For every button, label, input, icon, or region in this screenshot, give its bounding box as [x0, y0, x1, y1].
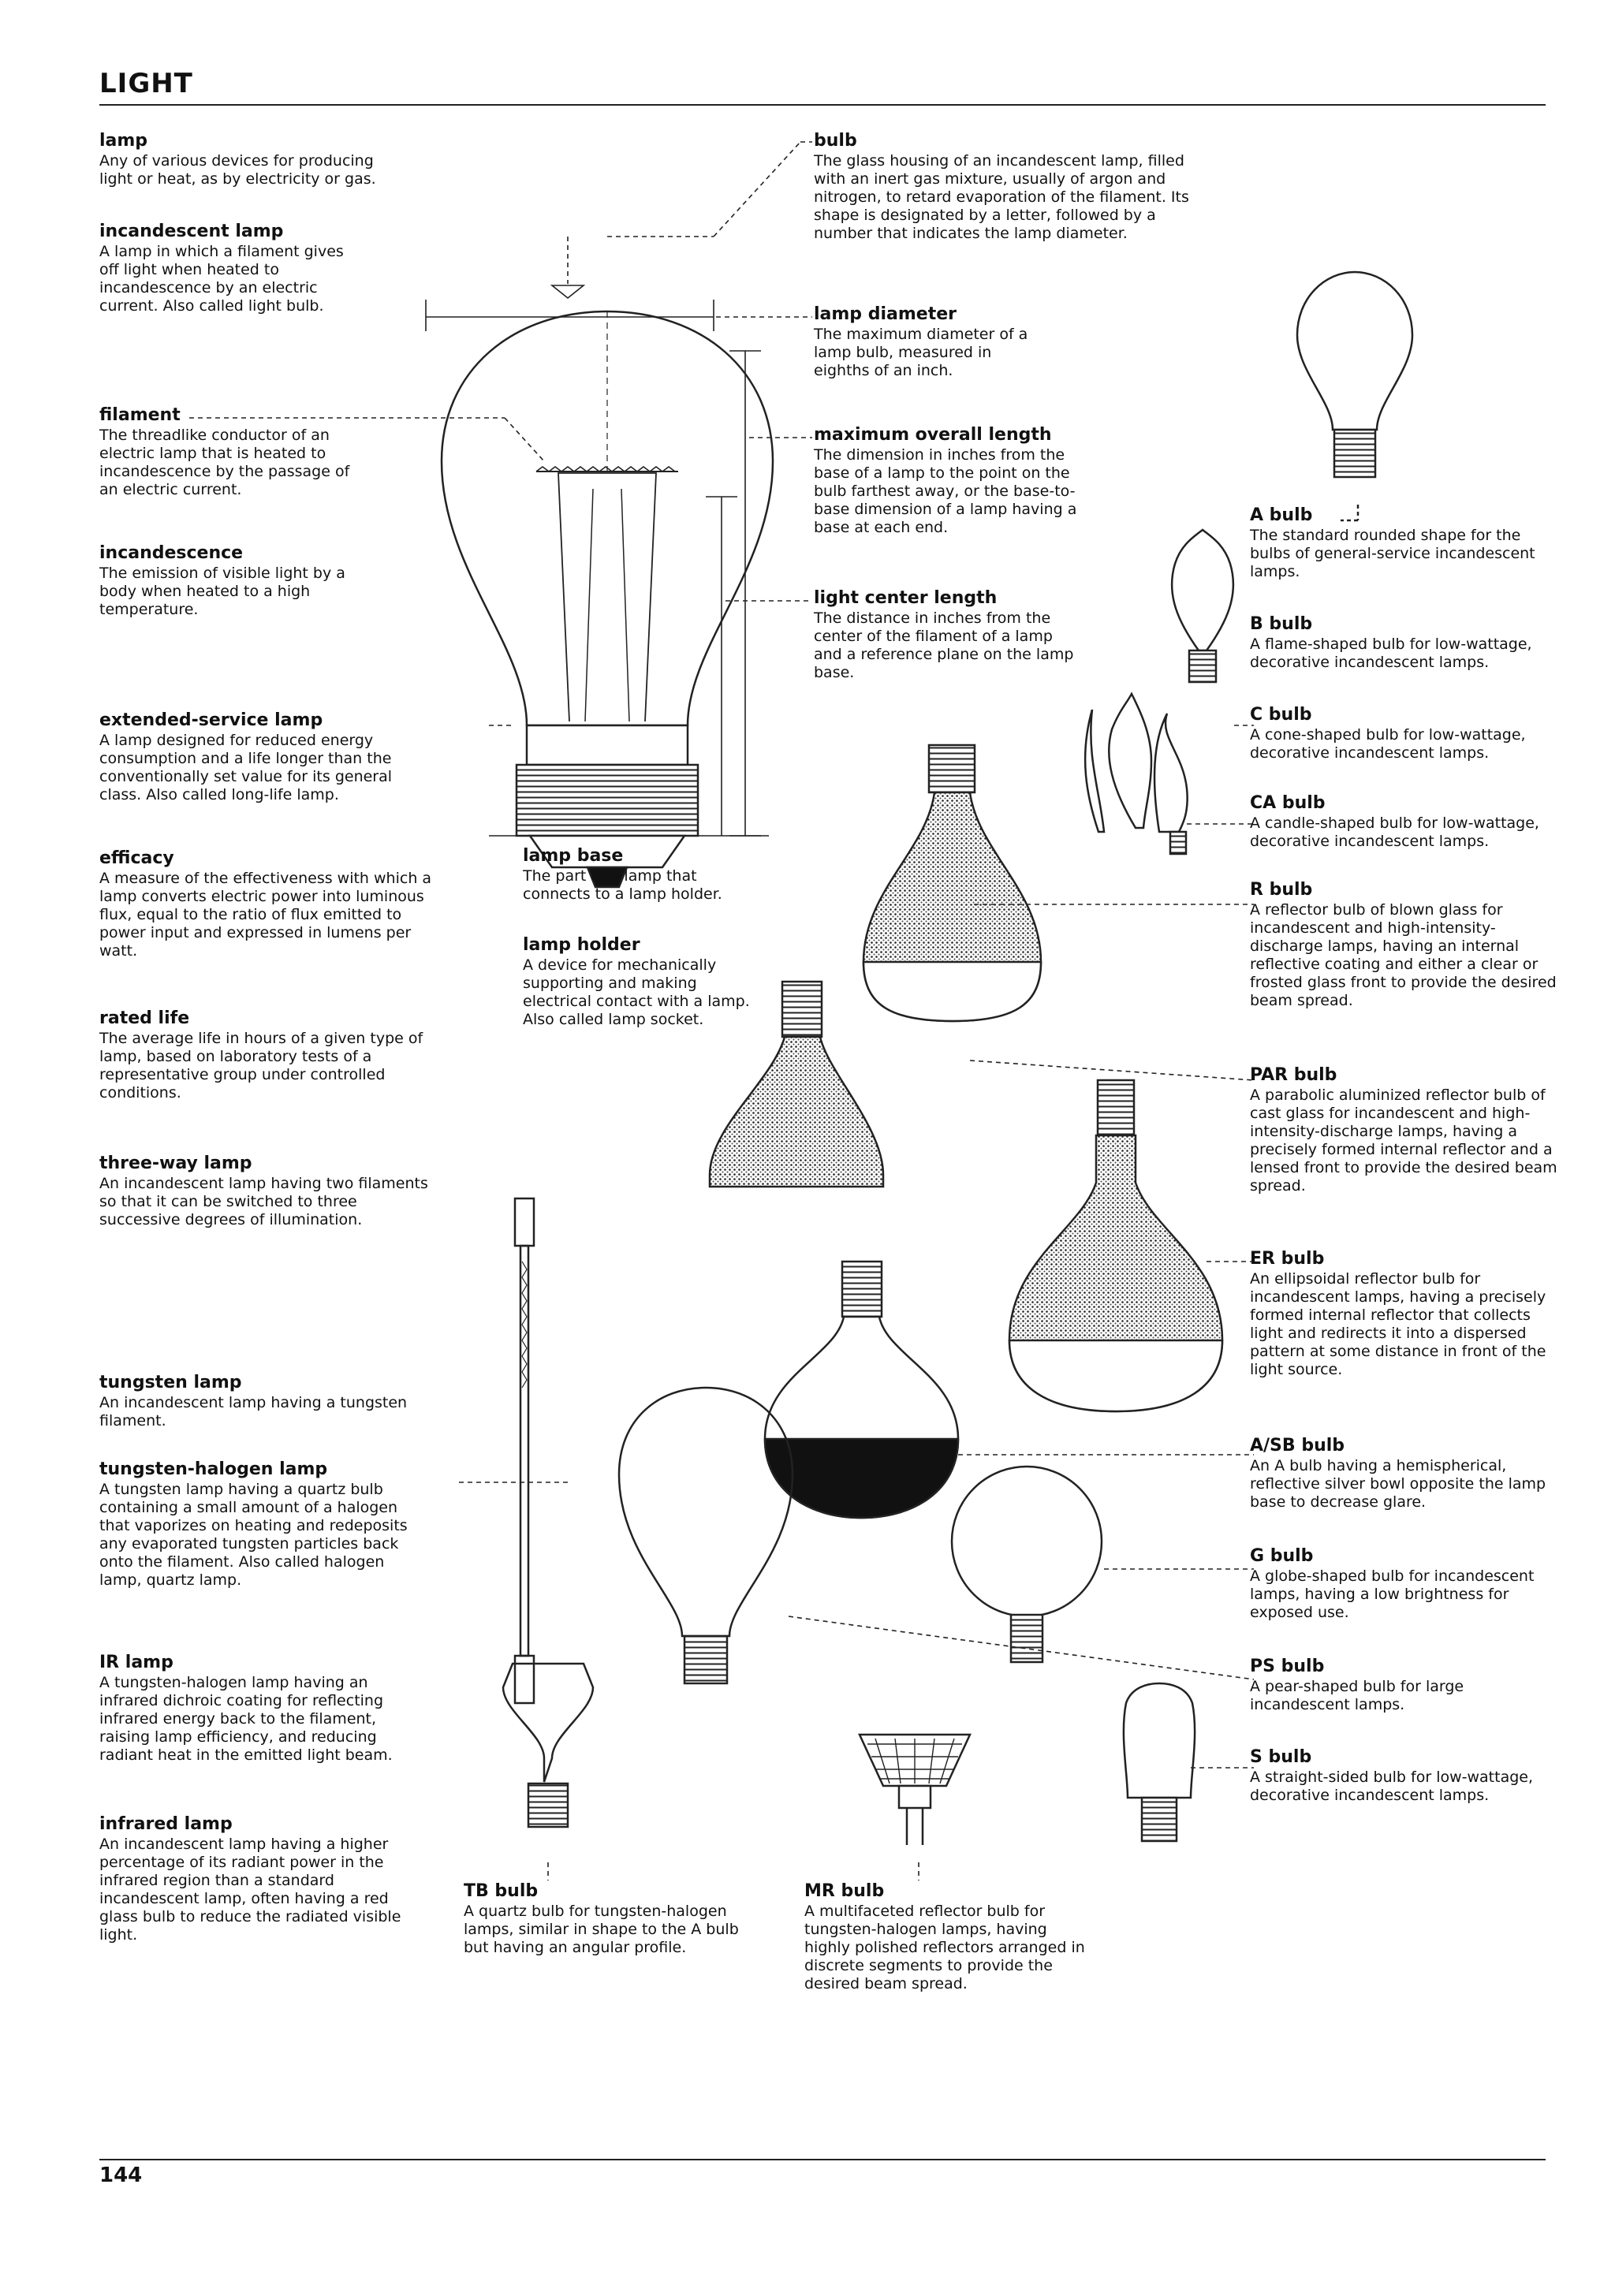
term-ca-bulb: CA bulb — [1250, 793, 1326, 813]
term-extended-service-lamp: extended-service lamp — [99, 710, 323, 730]
entry-light-center-length — [814, 587, 1074, 682]
entry-incandescence — [99, 542, 360, 619]
s-bulb-drawing — [1124, 1683, 1195, 1841]
entry-ca-bulb — [1250, 792, 1557, 851]
entry-mr-bulb — [804, 1880, 1096, 1993]
def-light-center-length: The distance in inches from the center of the filament of a lamp and a reference plane on the lamp base. — [814, 609, 1074, 681]
term-incandescent-lamp: incandescent lamp — [99, 222, 284, 241]
entry-incandescent-lamp — [99, 221, 367, 315]
entry-a-bulb — [1250, 505, 1557, 581]
def-r-bulb: A reflector bulb of blown glass for incandescent and high-intensity-discharge lamps, having an internal reflective coating and either a clear or frosted glass front to provide the desired beam spread. — [1250, 901, 1557, 1009]
footer-rule — [99, 2159, 1546, 2160]
c-bulb-drawing — [1154, 714, 1188, 854]
def-bulb: The glass housing of an incandescent lamp, filled with an inert gas mixture, usually of argon and nitrogen, to retard evaporation of the filament. Its shape is designated by a letter, followed by a number that indicates the lamp diameter. — [814, 152, 1189, 242]
def-g-bulb: A globe-shaped bulb for incandescent lamps, having a low brightness for exposed use. — [1250, 1567, 1535, 1621]
term-infrared-lamp: infrared lamp — [99, 1814, 233, 1834]
term-filament: filament — [99, 405, 181, 425]
def-par-bulb: A parabolic aluminized reflector bulb of cast glass for incandescent and high-intensity-discharge lamps, having a precisely formed internal reflector and a lensed front to provide the desired beam spread. — [1250, 1086, 1557, 1195]
tb-bulb-drawing — [503, 1664, 593, 1827]
entry-extended-service-lamp — [99, 710, 415, 804]
entry-lamp — [99, 130, 383, 188]
term-ps-bulb: PS bulb — [1250, 1657, 1325, 1676]
term-maximum-overall-length: maximum overall length — [814, 425, 1052, 445]
term-c-bulb: C bulb — [1250, 705, 1312, 725]
g-bulb-drawing — [952, 1467, 1102, 1662]
def-ps-bulb: A pear-shaped bulb for large incandescent lamps. — [1250, 1678, 1464, 1713]
mr-bulb-drawing — [860, 1735, 970, 1845]
def-lamp-diameter: The maximum diameter of a lamp bulb, measured in eighths of an inch. — [814, 326, 1028, 379]
def-extended-service-lamp: A lamp designed for reduced energy consumption and a life longer than the conventionally set value for its general class. Also called long-life lamp. — [99, 732, 393, 803]
entry-ps-bulb — [1250, 1656, 1557, 1714]
def-lamp: Any of various devices for producing light or heat, as by electricity or gas. — [99, 152, 376, 188]
term-r-bulb: R bulb — [1250, 880, 1313, 900]
term-tungsten-lamp: tungsten lamp — [99, 1373, 242, 1392]
def-tungsten-lamp: An incandescent lamp having a tungsten filament. — [99, 1394, 408, 1429]
er-bulb-drawing — [1009, 1080, 1222, 1411]
term-mr-bulb: MR bulb — [804, 1881, 885, 1901]
def-ca-bulb: A candle-shaped bulb for low-wattage, decorative incandescent lamps. — [1250, 814, 1539, 850]
entry-er-bulb — [1250, 1248, 1557, 1379]
entry-bulb — [814, 130, 1200, 243]
def-tb-bulb: A quartz bulb for tungsten-halogen lamps, similar in shape to the A bulb but having an angular profile. — [464, 1903, 739, 1956]
entry-filament — [99, 404, 360, 499]
entry-tungsten-halogen-lamp — [99, 1459, 431, 1590]
entry-lamp-base — [523, 845, 759, 904]
entry-three-way-lamp — [99, 1153, 438, 1229]
def-b-bulb: A flame-shaped bulb for low-wattage, decorative incandescent lamps. — [1250, 636, 1532, 671]
term-lamp-base: lamp base — [523, 846, 624, 866]
def-a-bulb: The standard rounded shape for the bulbs of general-service incandescent lamps. — [1250, 527, 1535, 580]
tungsten-halogen-tube-drawing — [515, 1198, 534, 1703]
asb-bulb-drawing — [765, 1262, 958, 1518]
term-rated-life: rated life — [99, 1008, 190, 1028]
term-incandescence: incandescence — [99, 543, 244, 563]
entry-par-bulb — [1250, 1064, 1557, 1195]
b-bulb-drawing — [1172, 530, 1233, 682]
entry-rated-life — [99, 1008, 438, 1102]
entry-ir-lamp — [99, 1652, 415, 1765]
term-par-bulb: PAR bulb — [1250, 1065, 1337, 1085]
def-lamp-base: The part of a lamp that connects to a lamp holder. — [523, 867, 722, 903]
term-g-bulb: G bulb — [1250, 1546, 1314, 1566]
main-lamp-drawing — [442, 311, 773, 887]
page-number: 144 — [99, 2164, 143, 2187]
term-ir-lamp: IR lamp — [99, 1653, 173, 1672]
term-s-bulb: S bulb — [1250, 1747, 1312, 1767]
def-three-way-lamp: An incandescent lamp having two filaments so that it can be switched to three successive degrees of illumination. — [99, 1175, 428, 1228]
term-a-bulb: A bulb — [1250, 505, 1313, 525]
a-bulb-drawing — [1297, 272, 1412, 520]
entry-efficacy — [99, 848, 438, 960]
r-bulb-drawing — [863, 745, 1041, 1021]
def-tungsten-halogen-lamp: A tungsten lamp having a quartz bulb containing a small amount of a halogen that vaporizes on heating and redeposits any evaporated tungsten particles back onto the filament. Also called halogen lamp, quartz lamp. — [99, 1481, 408, 1589]
term-lamp-diameter: lamp diameter — [814, 304, 957, 324]
def-infrared-lamp: An incandescent lamp having a higher percentage of its radiant power in the infrared region than a standard incandescent lamp, often having a red glass bulb to reduce the radiated visible light. — [99, 1836, 401, 1944]
entry-tungsten-lamp — [99, 1372, 415, 1430]
entry-lamp-holder — [523, 934, 767, 1029]
term-light-center-length: light center length — [814, 588, 998, 608]
def-mr-bulb: A multifaceted reflector bulb for tungsten-halogen lamps, having highly polished reflectors arranged in discrete segments to provide the desired beam spread. — [804, 1903, 1085, 1992]
entry-asb-bulb — [1250, 1435, 1557, 1511]
def-s-bulb: A straight-sided bulb for low-wattage, decorative incandescent lamps. — [1250, 1769, 1534, 1804]
def-c-bulb: A cone-shaped bulb for low-wattage, decorative incandescent lamps. — [1250, 726, 1526, 762]
entry-g-bulb — [1250, 1545, 1557, 1622]
def-maximum-overall-length: The dimension in inches from the base of a lamp to the point on the bulb farthest away, or the base-to-base dimension of a lamp having a base at each end. — [814, 446, 1077, 536]
def-asb-bulb: An A bulb having a hemispherical, reflective silver bowl opposite the lamp base to decrease glare. — [1250, 1457, 1546, 1511]
entry-r-bulb — [1250, 879, 1557, 1010]
def-efficacy: A measure of the effectiveness with which a lamp converts electric power into luminous flux, equal to the ratio of flux emitted to power input and expressed in lumens per watt. — [99, 870, 432, 960]
entry-c-bulb — [1250, 704, 1557, 762]
entry-s-bulb — [1250, 1746, 1557, 1805]
term-lamp-holder: lamp holder — [523, 935, 640, 955]
term-three-way-lamp: three-way lamp — [99, 1154, 252, 1173]
page-title: LIGHT — [99, 68, 193, 99]
term-b-bulb: B bulb — [1250, 614, 1313, 634]
def-er-bulb: An ellipsoidal reflector bulb for incandescent lamps, having a precisely formed internal reflector that collects light and redirects it into a dispersed pattern at some distance in front of the light source. — [1250, 1270, 1546, 1378]
entry-lamp-diameter — [814, 304, 1042, 380]
def-lamp-holder: A device for mechanically supporting and making electrical contact with a lamp. Also called lamp socket. — [523, 956, 750, 1028]
entry-infrared-lamp — [99, 1813, 423, 1944]
def-incandescence: The emission of visible light by a body when heated to a high temperature. — [99, 565, 345, 618]
term-lamp: lamp — [99, 131, 148, 151]
def-incandescent-lamp: A lamp in which a filament gives off light when heated to incandescence by an electric current. Also called light bulb. — [99, 243, 344, 315]
term-asb-bulb: A/SB bulb — [1250, 1436, 1345, 1456]
def-rated-life: The average life in hours of a given type of lamp, based on laboratory tests of a representative group under controlled conditions. — [99, 1030, 423, 1101]
entry-b-bulb — [1250, 613, 1557, 672]
term-efficacy: efficacy — [99, 848, 174, 868]
entry-tb-bulb — [464, 1880, 748, 1957]
def-filament: The threadlike conductor of an electric lamp that is heated to incandescence by the passage of an electric current. — [99, 427, 350, 498]
term-tungsten-halogen-lamp: tungsten-halogen lamp — [99, 1459, 328, 1479]
term-tb-bulb: TB bulb — [464, 1881, 539, 1901]
term-bulb: bulb — [814, 131, 857, 151]
term-er-bulb: ER bulb — [1250, 1249, 1325, 1269]
entry-maximum-overall-length — [814, 424, 1098, 537]
ca-bulb-drawing — [1085, 694, 1151, 832]
def-ir-lamp: A tungsten-halogen lamp having an infrared dichroic coating for reflecting infrared energy back to the filament, raising lamp efficiency, and reducing radiant heat in the emitted light beam. — [99, 1674, 393, 1764]
